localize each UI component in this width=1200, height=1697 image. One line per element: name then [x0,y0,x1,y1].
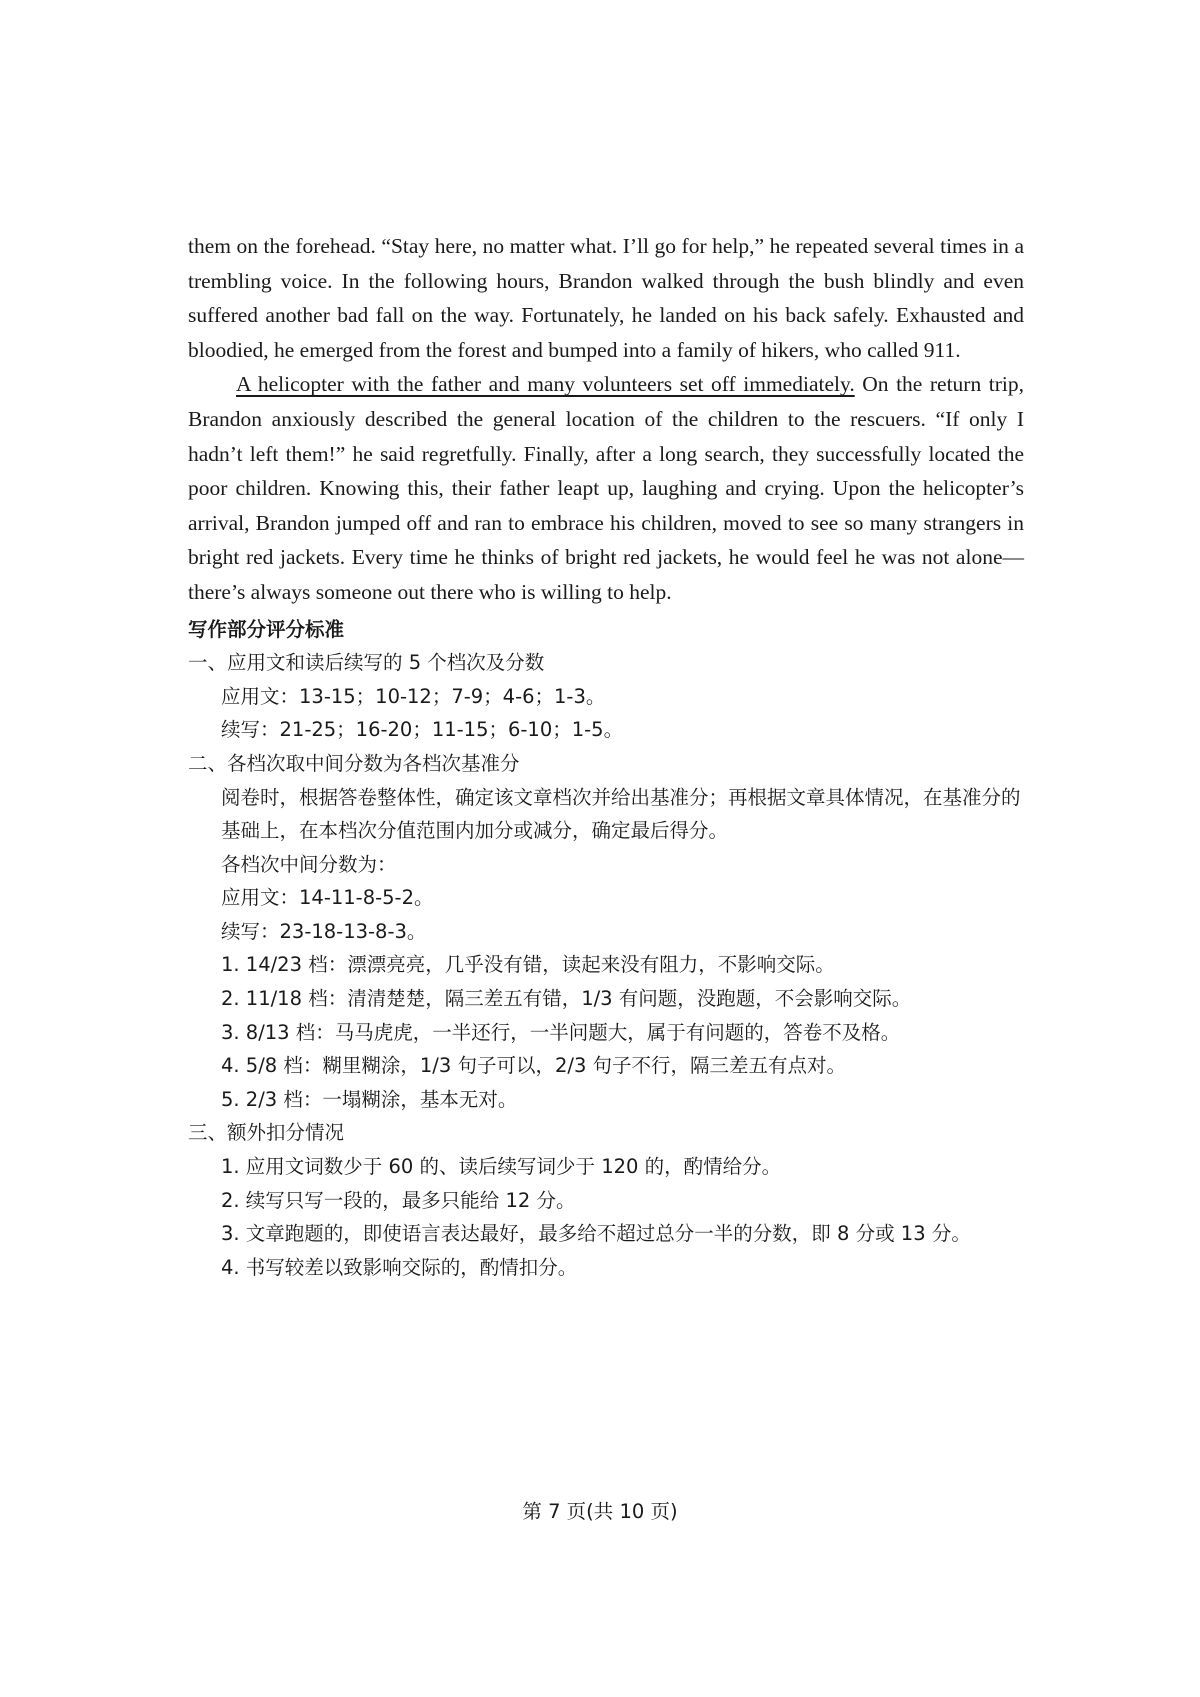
underlined-sentence: A helicopter with the father and many volunteers set off immediately. [236,372,855,397]
section-3-item: 1. 应用文词数少于 60 的、读后续写词少于 120 的，酌情给分。 [221,1155,782,1179]
story-paragraph-1: them on the forehead. “Stay here, no matter what. I’ll go for help,” he repeated several times in a trembling voice. In the following hours, Brandon walked through the bush blindly and even suffered another bad fall on the way. Fortunately, he landed on his back safely. Exhausted and bloodied, he emerged from the forest and bumped into a family of hikers, who called 911. [188,234,1024,362]
section-2-item: 应用文：14-11-8-5-2。 [221,886,434,910]
section-2-item: 5. 2/3 档：一塌糊涂，基本无对。 [221,1087,518,1111]
story-paragraph-2 [188,367,1024,609]
section-1-item: 续写：21-25；16-20；11-15；6-10；1-5。 [221,718,624,742]
page-number: 第 7 页(共 10 页) [522,1500,678,1523]
rubric-section [188,613,1024,1285]
page-content [188,229,1024,1284]
section-3-heading: 三、额外扣分情况 [188,1121,345,1145]
section-3-item: 4. 书写较差以致影响交际的，酌情扣分。 [221,1255,578,1279]
rubric-title: 写作部分评分标准 [188,617,345,641]
section-2-item: 2. 11/18 档：清清楚楚，隔三差五有错，1/3 有问题，没跑题，不会影响交际。 [221,987,912,1011]
section-2-item: 3. 8/13 档：马马虎虎，一半还行，一半问题大，属于有问题的，答卷不及格。 [221,1020,901,1044]
section-1-item: 应用文：13-15；10-12；7-9；4-6；1-3。 [221,684,606,708]
section-3-item: 2. 续写只写一段的，最多只能给 12 分。 [221,1188,576,1212]
section-2-item: 续写：23-18-13-8-3。 [221,919,427,943]
story-paragraph-2-rest: On the return trip, Brandon anxiously described the general location of the children to the rescuers. “If only I hadn’t left them!” he said regretfully. Finally, after a long search, they successfully located the poor children. Knowing this, their father leapt up, laughing and crying. Upon the helicopter’s arrival, Brandon jumped off and ran to embrace his children, moved to see so many strangers in bright red jackets. Every time he thinks of bright red jackets, he would feel he was not alone—there’s always someone out there who is willing to help. [188,372,1024,604]
section-3-item: 3. 文章跑题的，即使语言表达最好，最多给不超过总分一半的分数，即 8 分或 13 分。 [221,1222,971,1246]
section-2-intro: 阅卷时，根据答卷整体性，确定该文章档次并给出基准分；再根据文章具体情况，在基准分的基础上，在本档次分值范围内加分或减分，确定最后得分。 [221,785,1021,843]
section-1-heading: 一、应用文和读后续写的 5 个档次及分数 [188,651,545,675]
section-2-item: 各档次中间分数为： [221,852,397,876]
section-2-item: 1. 14/23 档：漂漂亮亮，几乎没有错，读起来没有阻力，不影响交际。 [221,953,835,977]
section-2-item: 4. 5/8 档：糊里糊涂，1/3 句子可以，2/3 句子不行，隔三差五有点对。 [221,1054,847,1078]
section-2-heading: 二、各档次取中间分数为各档次基准分 [188,751,520,775]
